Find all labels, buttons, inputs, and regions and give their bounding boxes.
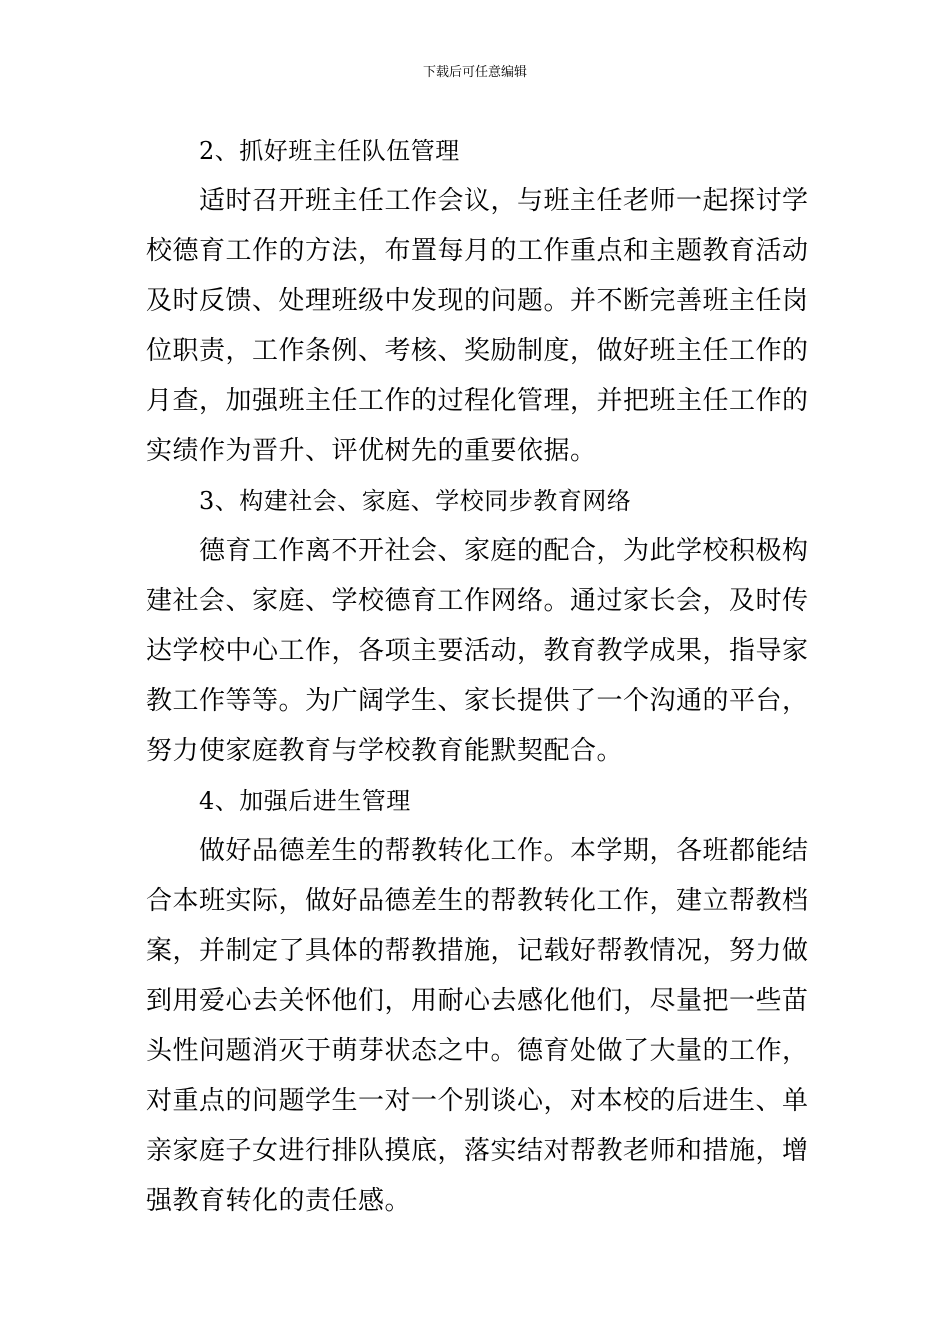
paragraph-line: 对重点的问题学生一对一个别谈心，对本校的后进生、单	[146, 1086, 809, 1116]
page-header: 下载后可任意编辑	[422, 65, 527, 80]
paragraph-line: 德育工作离不开社会、家庭的配合，为此学校积极构	[199, 536, 809, 566]
section-heading: 4、加强后进生管理	[199, 787, 411, 815]
paragraph-line: 实绩作为晋升、评优树先的重要依据。	[146, 436, 597, 466]
paragraph-line: 建社会、家庭、学校德育工作网络。通过家长会，及时传	[146, 586, 809, 616]
paragraph-line: 达学校中心工作，各项主要活动，教育教学成果，指导家	[146, 636, 809, 666]
section-heading: 2、抓好班主任队伍管理	[199, 137, 460, 165]
paragraph-line: 适时召开班主任工作会议，与班主任老师一起探讨学	[199, 186, 809, 216]
section-heading: 3、构建社会、家庭、学校同步教育网络	[199, 487, 632, 515]
document-body	[146, 126, 809, 1226]
paragraph-line: 亲家庭子女进行排队摸底，落实结对帮教老师和措施，增	[146, 1136, 809, 1166]
paragraph-line: 及时反馈、处理班级中发现的问题。并不断完善班主任岗	[146, 286, 809, 316]
paragraph-line: 位职责，工作条例、考核、奖励制度，做好班主任工作的	[146, 336, 809, 366]
paragraph-line: 头性问题消灭于萌芽状态之中。德育处做了大量的工作，	[146, 1036, 809, 1066]
paragraph-line: 到用爱心去关怀他们，用耐心去感化他们，尽量把一些苗	[146, 986, 809, 1016]
paragraph-line: 月查，加强班主任工作的过程化管理，并把班主任工作的	[146, 386, 809, 416]
paragraph-line: 校德育工作的方法，布置每月的工作重点和主题教育活动	[146, 236, 809, 266]
paragraph-line: 做好品德差生的帮教转化工作。本学期，各班都能结	[199, 836, 809, 866]
paragraph-line: 强教育转化的责任感。	[146, 1186, 412, 1216]
paragraph-line: 努力使家庭教育与学校教育能默契配合。	[146, 736, 624, 766]
paragraph-line: 教工作等等。为广阔学生、家长提供了一个沟通的平台，	[146, 686, 809, 716]
paragraph-line: 合本班实际，做好品德差生的帮教转化工作，建立帮教档	[146, 886, 809, 916]
paragraph-line: 案，并制定了具体的帮教措施，记载好帮教情况，努力做	[146, 936, 809, 966]
